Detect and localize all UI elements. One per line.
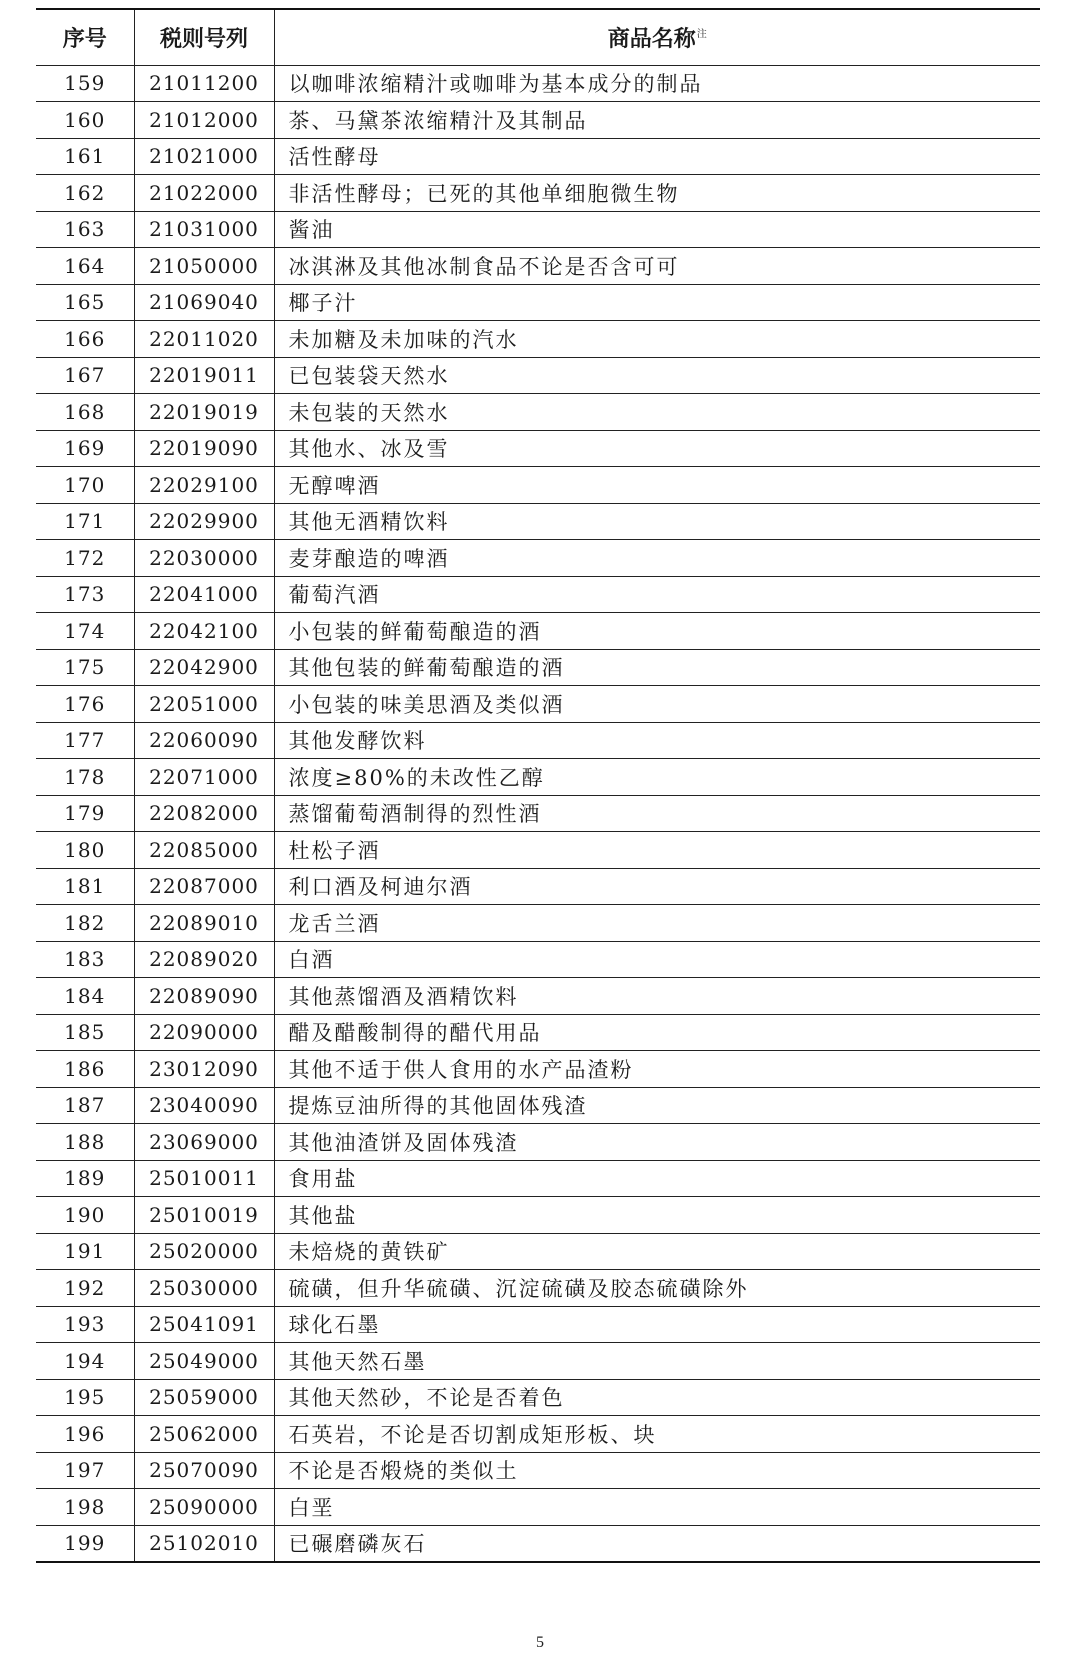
cell-seq: 174 bbox=[36, 613, 134, 650]
table-row bbox=[36, 138, 1040, 175]
cell-name: 其他天然石墨 bbox=[274, 1343, 1040, 1380]
cell-seq: 182 bbox=[36, 905, 134, 942]
cell-code: 22019090 bbox=[134, 430, 274, 467]
cell-name: 硫磺，但升华硫磺、沉淀硫磺及胶态硫磺除外 bbox=[274, 1270, 1040, 1307]
table-row bbox=[36, 211, 1040, 248]
cell-code: 21031000 bbox=[134, 211, 274, 248]
cell-code: 23069000 bbox=[134, 1124, 274, 1161]
cell-name: 活性酵母 bbox=[274, 138, 1040, 175]
table-row bbox=[36, 1197, 1040, 1234]
table-row bbox=[36, 941, 1040, 978]
cell-seq: 165 bbox=[36, 284, 134, 321]
table-row bbox=[36, 1270, 1040, 1307]
cell-seq: 197 bbox=[36, 1452, 134, 1489]
table-row bbox=[36, 394, 1040, 431]
cell-name: 未包装的天然水 bbox=[274, 394, 1040, 431]
cell-seq: 193 bbox=[36, 1306, 134, 1343]
cell-seq: 169 bbox=[36, 430, 134, 467]
cell-code: 22087000 bbox=[134, 868, 274, 905]
table-row bbox=[36, 503, 1040, 540]
table-row bbox=[36, 467, 1040, 504]
cell-seq: 178 bbox=[36, 759, 134, 796]
cell-name: 已碾磨磷灰石 bbox=[274, 1525, 1040, 1562]
cell-seq: 167 bbox=[36, 357, 134, 394]
cell-code: 23040090 bbox=[134, 1087, 274, 1124]
cell-code: 25102010 bbox=[134, 1525, 274, 1562]
cell-name: 椰子汁 bbox=[274, 284, 1040, 321]
table-row bbox=[36, 722, 1040, 759]
cell-seq: 180 bbox=[36, 832, 134, 869]
cell-seq: 173 bbox=[36, 576, 134, 613]
cell-code: 22042100 bbox=[134, 613, 274, 650]
table-row bbox=[36, 1051, 1040, 1088]
table-row bbox=[36, 1416, 1040, 1453]
table-row bbox=[36, 1343, 1040, 1380]
cell-code: 22029900 bbox=[134, 503, 274, 540]
table-row bbox=[36, 1452, 1040, 1489]
page-number: 5 bbox=[536, 1634, 544, 1651]
cell-seq: 162 bbox=[36, 175, 134, 212]
cell-name: 未焙烧的黄铁矿 bbox=[274, 1233, 1040, 1270]
cell-code: 25059000 bbox=[134, 1379, 274, 1416]
cell-code: 25090000 bbox=[134, 1489, 274, 1526]
cell-seq: 184 bbox=[36, 978, 134, 1015]
cell-code: 25062000 bbox=[134, 1416, 274, 1453]
cell-seq: 179 bbox=[36, 795, 134, 832]
cell-name: 未加糖及未加味的汽水 bbox=[274, 321, 1040, 358]
cell-name: 葡萄汽酒 bbox=[274, 576, 1040, 613]
cell-code: 22042900 bbox=[134, 649, 274, 686]
cell-code: 22030000 bbox=[134, 540, 274, 577]
cell-seq: 192 bbox=[36, 1270, 134, 1307]
cell-seq: 170 bbox=[36, 467, 134, 504]
cell-name: 其他不适于供人食用的水产品渣粉 bbox=[274, 1051, 1040, 1088]
table-row bbox=[36, 1160, 1040, 1197]
cell-name: 已包装袋天然水 bbox=[274, 357, 1040, 394]
table-row bbox=[36, 978, 1040, 1015]
header-seq: 序号 bbox=[36, 9, 134, 65]
cell-code: 21012000 bbox=[134, 102, 274, 139]
table-body bbox=[36, 65, 1040, 1562]
table-row bbox=[36, 686, 1040, 723]
table-header-row bbox=[36, 9, 1040, 65]
cell-code: 21011200 bbox=[134, 65, 274, 102]
cell-seq: 190 bbox=[36, 1197, 134, 1234]
table-header bbox=[36, 9, 1040, 65]
cell-code: 25041091 bbox=[134, 1306, 274, 1343]
table-row bbox=[36, 540, 1040, 577]
cell-seq: 199 bbox=[36, 1525, 134, 1562]
cell-seq: 171 bbox=[36, 503, 134, 540]
cell-name: 无醇啤酒 bbox=[274, 467, 1040, 504]
cell-seq: 166 bbox=[36, 321, 134, 358]
cell-name: 利口酒及柯迪尔酒 bbox=[274, 868, 1040, 905]
cell-name: 其他包装的鲜葡萄酿造的酒 bbox=[274, 649, 1040, 686]
table-row bbox=[36, 868, 1040, 905]
cell-name: 食用盐 bbox=[274, 1160, 1040, 1197]
cell-seq: 168 bbox=[36, 394, 134, 431]
cell-name: 小包装的鲜葡萄酿造的酒 bbox=[274, 613, 1040, 650]
table-row bbox=[36, 1233, 1040, 1270]
table-row bbox=[36, 905, 1040, 942]
cell-seq: 175 bbox=[36, 649, 134, 686]
cell-name: 其他蒸馏酒及酒精饮料 bbox=[274, 978, 1040, 1015]
cell-seq: 161 bbox=[36, 138, 134, 175]
cell-code: 21069040 bbox=[134, 284, 274, 321]
cell-code: 25070090 bbox=[134, 1452, 274, 1489]
table-row bbox=[36, 1014, 1040, 1051]
cell-code: 22082000 bbox=[134, 795, 274, 832]
table-row bbox=[36, 832, 1040, 869]
cell-seq: 191 bbox=[36, 1233, 134, 1270]
table-row bbox=[36, 321, 1040, 358]
cell-seq: 177 bbox=[36, 722, 134, 759]
cell-name: 其他天然砂，不论是否着色 bbox=[274, 1379, 1040, 1416]
header-product-name-label: 商品名称 bbox=[607, 26, 696, 52]
cell-seq: 159 bbox=[36, 65, 134, 102]
cell-name: 酱油 bbox=[274, 211, 1040, 248]
cell-seq: 194 bbox=[36, 1343, 134, 1380]
cell-code: 22019011 bbox=[134, 357, 274, 394]
cell-name: 杜松子酒 bbox=[274, 832, 1040, 869]
table-row bbox=[36, 613, 1040, 650]
cell-name: 其他发酵饮料 bbox=[274, 722, 1040, 759]
cell-name: 茶、马黛茶浓缩精汁及其制品 bbox=[274, 102, 1040, 139]
table-row bbox=[36, 1124, 1040, 1161]
cell-code: 22060090 bbox=[134, 722, 274, 759]
table-row bbox=[36, 649, 1040, 686]
table-row bbox=[36, 430, 1040, 467]
cell-seq: 183 bbox=[36, 941, 134, 978]
cell-code: 25049000 bbox=[134, 1343, 274, 1380]
cell-code: 23012090 bbox=[134, 1051, 274, 1088]
cell-code: 25020000 bbox=[134, 1233, 274, 1270]
table-row bbox=[36, 795, 1040, 832]
cell-name: 球化石墨 bbox=[274, 1306, 1040, 1343]
cell-code: 21021000 bbox=[134, 138, 274, 175]
table-row bbox=[36, 175, 1040, 212]
cell-code: 22085000 bbox=[134, 832, 274, 869]
cell-seq: 164 bbox=[36, 248, 134, 285]
cell-code: 22051000 bbox=[134, 686, 274, 723]
cell-seq: 185 bbox=[36, 1014, 134, 1051]
table-row bbox=[36, 1087, 1040, 1124]
cell-code: 22089010 bbox=[134, 905, 274, 942]
cell-name: 石英岩，不论是否切割成矩形板、块 bbox=[274, 1416, 1040, 1453]
cell-code: 22089090 bbox=[134, 978, 274, 1015]
cell-name: 白垩 bbox=[274, 1489, 1040, 1526]
cell-code: 25030000 bbox=[134, 1270, 274, 1307]
cell-name: 其他盐 bbox=[274, 1197, 1040, 1234]
cell-seq: 187 bbox=[36, 1087, 134, 1124]
table-row bbox=[36, 1306, 1040, 1343]
cell-seq: 176 bbox=[36, 686, 134, 723]
cell-seq: 189 bbox=[36, 1160, 134, 1197]
header-product-name bbox=[274, 9, 1040, 65]
cell-code: 22090000 bbox=[134, 1014, 274, 1051]
table-row bbox=[36, 248, 1040, 285]
cell-name: 其他无酒精饮料 bbox=[274, 503, 1040, 540]
table-row bbox=[36, 1489, 1040, 1526]
cell-name: 醋及醋酸制得的醋代用品 bbox=[274, 1014, 1040, 1051]
table-row bbox=[36, 102, 1040, 139]
cell-seq: 163 bbox=[36, 211, 134, 248]
cell-name: 蒸馏葡萄酒制得的烈性酒 bbox=[274, 795, 1040, 832]
cell-code: 22019019 bbox=[134, 394, 274, 431]
cell-code: 25010011 bbox=[134, 1160, 274, 1197]
cell-code: 22041000 bbox=[134, 576, 274, 613]
cell-name: 小包装的味美思酒及类似酒 bbox=[274, 686, 1040, 723]
cell-code: 22011020 bbox=[134, 321, 274, 358]
cell-name: 浓度≥80%的未改性乙醇 bbox=[274, 759, 1040, 796]
cell-code: 22071000 bbox=[134, 759, 274, 796]
cell-seq: 195 bbox=[36, 1379, 134, 1416]
table-row bbox=[36, 1525, 1040, 1562]
cell-code: 21022000 bbox=[134, 175, 274, 212]
header-note-mark: 注 bbox=[696, 29, 707, 41]
cell-seq: 188 bbox=[36, 1124, 134, 1161]
table-row bbox=[36, 284, 1040, 321]
table-row bbox=[36, 357, 1040, 394]
cell-name: 提炼豆油所得的其他固体残渣 bbox=[274, 1087, 1040, 1124]
cell-code: 22089020 bbox=[134, 941, 274, 978]
cell-name: 非活性酵母；已死的其他单细胞微生物 bbox=[274, 175, 1040, 212]
cell-seq: 196 bbox=[36, 1416, 134, 1453]
commodity-table bbox=[36, 8, 1040, 1563]
cell-name: 不论是否煅烧的类似土 bbox=[274, 1452, 1040, 1489]
cell-name: 其他水、冰及雪 bbox=[274, 430, 1040, 467]
header-tariff-code: 税则号列 bbox=[134, 9, 274, 65]
table-row bbox=[36, 576, 1040, 613]
cell-name: 其他油渣饼及固体残渣 bbox=[274, 1124, 1040, 1161]
cell-name: 冰淇淋及其他冰制食品不论是否含可可 bbox=[274, 248, 1040, 285]
cell-seq: 198 bbox=[36, 1489, 134, 1526]
cell-name: 以咖啡浓缩精汁或咖啡为基本成分的制品 bbox=[274, 65, 1040, 102]
cell-code: 22029100 bbox=[134, 467, 274, 504]
cell-seq: 181 bbox=[36, 868, 134, 905]
table-row bbox=[36, 65, 1040, 102]
cell-name: 麦芽酿造的啤酒 bbox=[274, 540, 1040, 577]
cell-seq: 172 bbox=[36, 540, 134, 577]
cell-code: 21050000 bbox=[134, 248, 274, 285]
cell-name: 白酒 bbox=[274, 941, 1040, 978]
cell-seq: 160 bbox=[36, 102, 134, 139]
cell-seq: 186 bbox=[36, 1051, 134, 1088]
cell-name: 龙舌兰酒 bbox=[274, 905, 1040, 942]
cell-code: 25010019 bbox=[134, 1197, 274, 1234]
table-row bbox=[36, 759, 1040, 796]
table-row bbox=[36, 1379, 1040, 1416]
